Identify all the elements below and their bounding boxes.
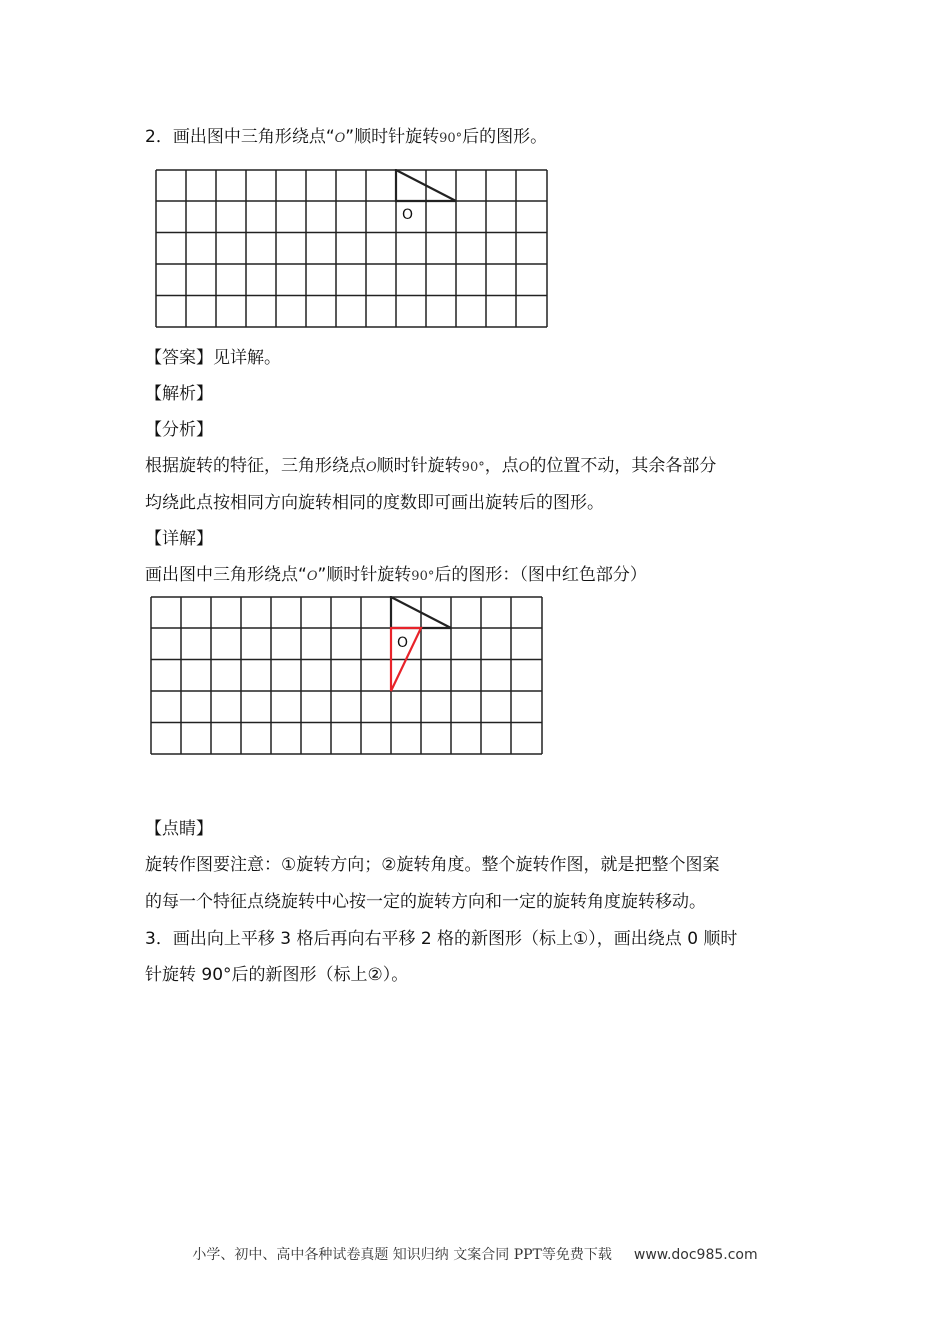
- grid-figure-original: [155, 169, 549, 329]
- point-o-symbol: O: [366, 460, 377, 475]
- degree-value: 90°: [411, 569, 435, 584]
- detail-text: 后的图形：（图中红色部分）: [434, 565, 647, 585]
- dianjing-line-1: 旋转作图要注意：①旋转方向；②旋转角度。整个旋转作图，就是把整个图案: [145, 855, 720, 875]
- question-3-line-1: 3．画出向上平移 3 格后再向右平移 2 格的新图形（标上①），画出绕点 0 顺时: [145, 929, 738, 949]
- point-o-label: O: [397, 635, 409, 651]
- fenxi-text: ，点: [484, 456, 519, 476]
- page-footer: [0, 1244, 950, 1264]
- dianjing-heading: 【点睛】: [145, 819, 213, 839]
- q2-text: ”顺时针旋转: [345, 127, 440, 147]
- degree-value: 90°: [439, 131, 463, 146]
- q2-text: 2．画出图中三角形绕点“: [145, 127, 335, 147]
- footer-url[interactable]: www.doc985.com: [633, 1247, 758, 1263]
- footer-text: 小学、初中、高中各种试卷真题 知识归纳 文案合同 PPT等免费下载: [192, 1247, 612, 1263]
- fenxi-text: 的位置不动，其余各部分: [529, 456, 717, 476]
- fenxi-text: 根据旋转的特征，三角形绕点: [145, 456, 366, 476]
- question-3-line-2: 针旋转 90°后的新图形（标上②）。: [145, 965, 409, 985]
- detail-text: 画出图中三角形绕点“: [145, 565, 307, 585]
- answer-line: 【答案】见详解。: [145, 348, 281, 368]
- fenxi-text: 顺时针旋转: [376, 456, 462, 476]
- point-o-symbol: O: [306, 569, 318, 584]
- degree-value: 90°: [461, 460, 485, 475]
- grid-lines: [156, 170, 547, 327]
- fenxi-heading: 【分析】: [145, 420, 213, 440]
- fenxi-line-1: [145, 455, 716, 479]
- detail-text: ”顺时针旋转: [317, 565, 412, 585]
- detail-heading: 【详解】: [145, 529, 213, 549]
- q2-text: 后的图形。: [462, 127, 548, 147]
- detail-line: [145, 564, 647, 588]
- analysis-heading: 【解析】: [145, 384, 213, 404]
- point-o-symbol: O: [334, 131, 346, 146]
- fenxi-line-2: 均绕此点按相同方向旋转相同的度数即可画出旋转后的图形。: [145, 493, 604, 513]
- point-o-label: O: [402, 207, 414, 223]
- point-o-symbol: O: [518, 460, 530, 475]
- question-2: [145, 126, 547, 150]
- grid-figure-answer: [150, 596, 544, 756]
- dianjing-line-2: 的每一个特征点绕旋转中心按一定的旋转方向和一定的旋转角度旋转移动。: [145, 892, 706, 912]
- grid-lines: [151, 597, 542, 754]
